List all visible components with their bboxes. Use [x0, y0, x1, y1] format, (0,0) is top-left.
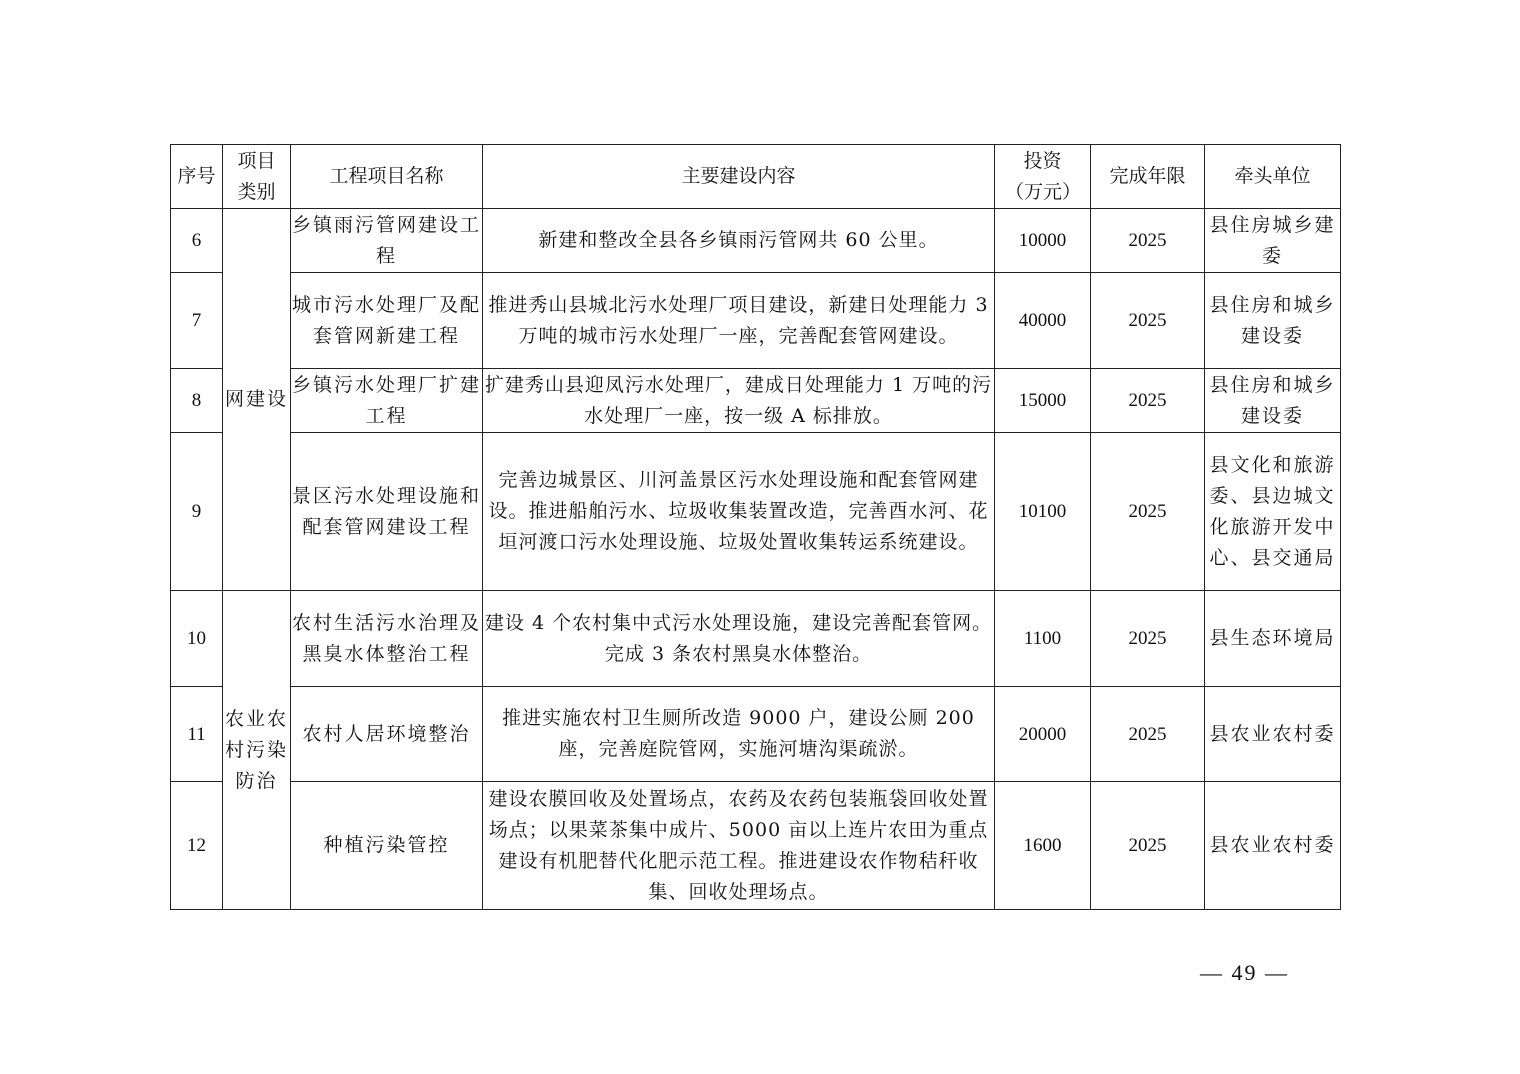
row-name: 农村人居环境整治 [291, 687, 483, 782]
table-row [171, 369, 1341, 433]
header-content: 主要建设内容 [483, 145, 995, 209]
table-row [171, 433, 1341, 591]
header-category: 项目类别 [223, 145, 291, 209]
row-seq: 10 [171, 591, 223, 687]
row-unit: 县农业农村委 [1205, 782, 1341, 910]
row-deadline: 2025 [1091, 687, 1205, 782]
row-name: 乡镇污水处理厂扩建工程 [291, 369, 483, 433]
page-number: — 49 — [1200, 960, 1289, 985]
table-row [171, 687, 1341, 782]
row-seq: 12 [171, 782, 223, 910]
row-deadline: 2025 [1091, 433, 1205, 591]
row-seq: 8 [171, 369, 223, 433]
row-content: 完善边城景区、川河盖景区污水处理设施和配套管网建设。推进船舶污水、垃圾收集装置改造，完善酉水河、花垣河渡口污水处理设施、垃圾处置收集转运系统建设。 [483, 433, 995, 591]
table-row [171, 209, 1341, 273]
row-deadline: 2025 [1091, 782, 1205, 910]
row-seq: 9 [171, 433, 223, 591]
row-investment: 10000 [995, 209, 1091, 273]
header-deadline: 完成年限 [1091, 145, 1205, 209]
row-content: 扩建秀山县迎凤污水处理厂，建成日处理能力 1 万吨的污水处理厂一座，按一级 A 标排放。 [483, 369, 995, 433]
row-seq: 6 [171, 209, 223, 273]
row-name: 乡镇雨污管网建设工程 [291, 209, 483, 273]
row-name: 景区污水处理设施和配套管网建设工程 [291, 433, 483, 591]
row-investment: 1600 [995, 782, 1091, 910]
row-deadline: 2025 [1091, 273, 1205, 369]
row-unit: 县农业农村委 [1205, 687, 1341, 782]
category-cell: 网建设 [223, 209, 291, 591]
row-investment: 40000 [995, 273, 1091, 369]
row-investment: 15000 [995, 369, 1091, 433]
table-row [171, 591, 1341, 687]
row-investment: 1100 [995, 591, 1091, 687]
row-name: 种植污染管控 [291, 782, 483, 910]
row-content: 建设 4 个农村集中式污水处理设施，建设完善配套管网。完成 3 条农村黑臭水体整治。 [483, 591, 995, 687]
row-unit: 县住房和城乡建设委 [1205, 273, 1341, 369]
row-deadline: 2025 [1091, 369, 1205, 433]
header-name: 工程项目名称 [291, 145, 483, 209]
table-row [171, 782, 1341, 910]
header-seq: 序号 [171, 145, 223, 209]
row-investment: 20000 [995, 687, 1091, 782]
table-row [171, 273, 1341, 369]
row-unit: 县住房和城乡建设委 [1205, 369, 1341, 433]
row-name: 农村生活污水治理及黑臭水体整治工程 [291, 591, 483, 687]
row-name: 城市污水处理厂及配套管网新建工程 [291, 273, 483, 369]
row-unit: 县文化和旅游委、县边城文化旅游开发中心、县交通局 [1205, 433, 1341, 591]
row-unit: 县住房城乡建委 [1205, 209, 1341, 273]
row-investment: 10100 [995, 433, 1091, 591]
row-seq: 11 [171, 687, 223, 782]
row-content: 推进实施农村卫生厕所改造 9000 户，建设公厕 200 座，完善庭院管网，实施河塘沟渠疏淤。 [483, 687, 995, 782]
row-deadline: 2025 [1091, 209, 1205, 273]
row-seq: 7 [171, 273, 223, 369]
row-deadline: 2025 [1091, 591, 1205, 687]
header-investment: 投资（万元） [995, 145, 1091, 209]
row-unit: 县生态环境局 [1205, 591, 1341, 687]
row-content: 推进秀山县城北污水处理厂项目建设，新建日处理能力 3 万吨的城市污水处理厂一座，完善配套管网建设。 [483, 273, 995, 369]
row-content: 建设农膜回收及处置场点，农药及农药包装瓶袋回收处置场点；以果菜茶集中成片、5000 亩以上连片农田为重点建设有机肥替代化肥示范工程。推进建设农作物秸秆收集、回收处理场点。 [483, 782, 995, 910]
category-cell: 农业农村污染防治 [223, 591, 291, 910]
header-row [171, 145, 1341, 209]
header-lead-unit: 牵头单位 [1205, 145, 1341, 209]
row-content: 新建和整改全县各乡镇雨污管网共 60 公里。 [483, 209, 995, 273]
project-table [170, 144, 1341, 910]
